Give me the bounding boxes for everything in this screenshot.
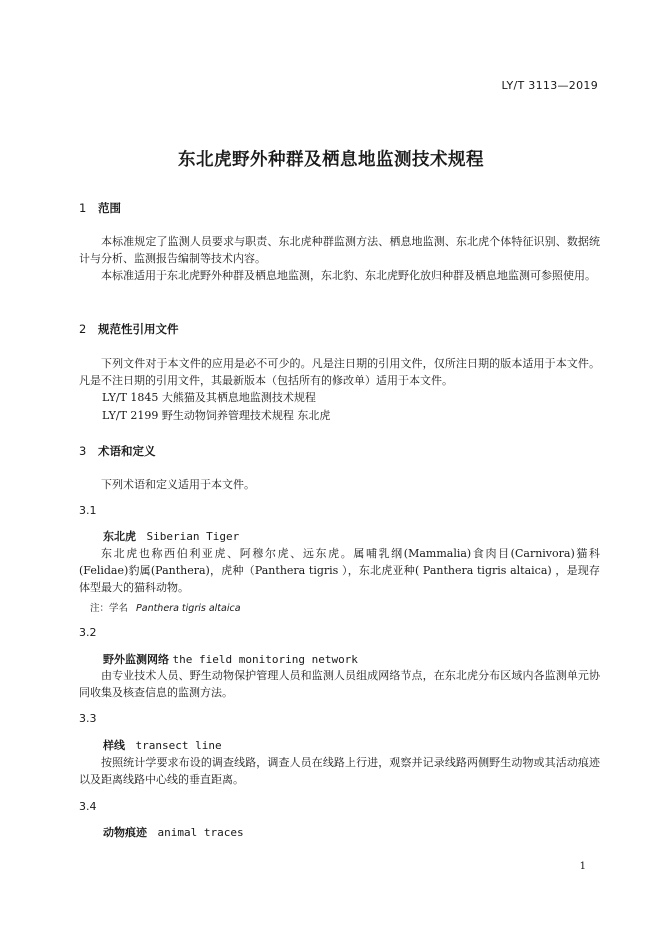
term-english: transect line [135, 739, 222, 752]
section-number: 2 [79, 322, 87, 336]
term-heading [103, 824, 244, 840]
section-number: 3 [79, 444, 87, 458]
term-note [90, 600, 241, 614]
term-heading [103, 528, 239, 544]
term-definition [79, 545, 600, 596]
section-title: 术语和定义 [98, 444, 156, 458]
term-english: animal traces [157, 826, 244, 839]
term-number: 3.1 [79, 504, 97, 517]
term-number: 3.4 [79, 800, 97, 813]
term-english: Siberian Tiger [146, 530, 240, 543]
paragraph: 本标准适用于东北虎野外种群及栖息地监测，东北豹、东北虎野化放归种群及栖息地监测可参照使用。 [101, 269, 596, 282]
note-value: Panthera tigris altaica [136, 603, 241, 614]
section-1-body [79, 233, 600, 284]
section-2-heading [79, 321, 179, 337]
term-definition [79, 754, 600, 788]
term-chinese: 野外监测网络 [103, 653, 169, 666]
term-definition [79, 667, 600, 701]
paragraph: 下列术语和定义适用于本文件。 [101, 478, 255, 491]
term-chinese: 动物痕迹 [103, 826, 147, 839]
document-title: 东北虎野外种群及栖息地监测技术规程 [178, 150, 484, 170]
paragraph: 本标准规定了监测人员要求与职责、东北虎种群监测方法、栖息地监测、东北虎个体特征识别、数据统计与分析、监测报告编制等技术内容。 [79, 235, 600, 265]
page-number: 1 [579, 861, 586, 872]
paragraph: 按照统计学要求布设的调查线路，调查人员在线路上行进，观察并记录线路两侧野生动物或其活动痕迹以及距离线路中心线的垂直距离。 [79, 756, 600, 786]
paragraph: 下列文件对于本文件的应用是必不可少的。凡是注日期的引用文件，仅所注日期的版本适用于本文件。凡是不注日期的引用文件，其最新版本（包括所有的修改单）适用于本文件。 [79, 357, 600, 387]
reference-item: LY/T 2199 野生动物饲养管理技术规程 东北虎 [102, 409, 331, 422]
term-english: the field monitoring network [172, 653, 358, 666]
note-label: 注：学名 [90, 603, 129, 614]
term-number: 3.2 [79, 626, 97, 639]
section-3-heading [79, 443, 156, 459]
paragraph: 由专业技术人员、野生动物保护管理人员和监测人员组成网络节点，在东北虎分布区域内各监测单元协同收集及核查信息的监测方法。 [79, 669, 600, 699]
reference-item: LY/T 1845 大熊猫及其栖息地监测技术规程 [102, 391, 316, 404]
section-number: 1 [79, 201, 87, 215]
term-heading [103, 651, 358, 667]
term-number: 3.3 [79, 712, 97, 725]
section-3-body [79, 476, 600, 493]
standard-number: LY/T 3113—2019 [501, 79, 598, 92]
section-title: 范围 [98, 201, 121, 215]
paragraph: 东北虎也称西伯利亚虎、阿穆尔虎、远东虎。属哺乳纲(Mammalia)食肉目(Carnivora)猫科(Felidae)豹属(Panthera)，虎种（Panthera tigris ），东北虎亚种( Panthera tigris altaica) ，是现存体型最大的猫科动物。 [79, 547, 600, 594]
term-chinese: 东北虎 [103, 530, 136, 543]
term-chinese: 样线 [103, 739, 125, 752]
section-2-body [79, 355, 600, 389]
section-1-heading [79, 200, 121, 216]
term-heading [103, 737, 222, 753]
section-title: 规范性引用文件 [98, 322, 179, 336]
